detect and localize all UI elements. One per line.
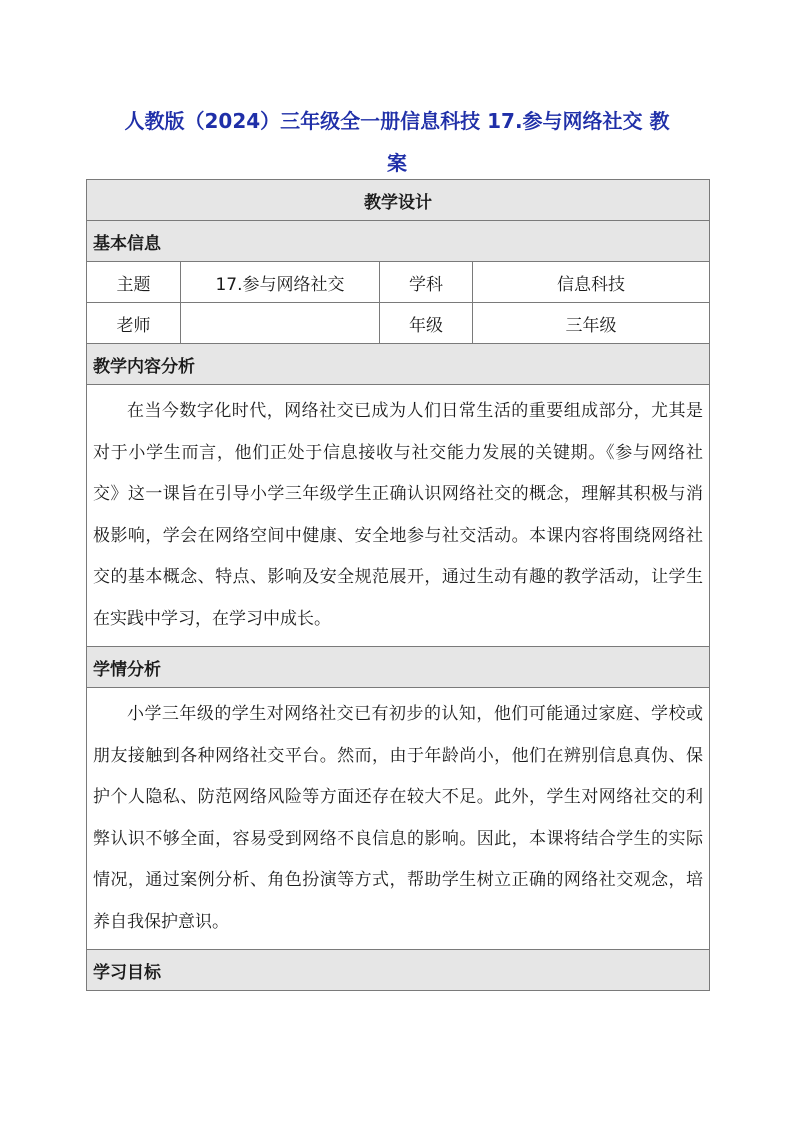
teacher-value xyxy=(181,303,380,344)
topic-value: 17.参与网络社交 xyxy=(181,262,380,303)
topic-label: 主题 xyxy=(87,262,181,303)
document-title-line-2: 案 xyxy=(387,151,407,175)
grade-label: 年级 xyxy=(380,303,473,344)
subject-value: 信息科技 xyxy=(473,262,710,303)
subject-label: 学科 xyxy=(380,262,473,303)
grade-value: 三年级 xyxy=(473,303,710,344)
learner-analysis-text: 小学三年级的学生对网络社交已有初步的认知，他们可能通过家庭、学校或朋友接触到各种网络社交平台。然而，由于年龄尚小，他们在辨别信息真伪、保护个人隐私、防范网络风险等方面还存在较大不足。此外，学生对网络社交的利弊认识不够全面，容易受到网络不良信息的影响。因此，本课将结合学生的实际情况，通过案例分析、角色扮演等方式，帮助学生树立正确的网络社交观念，培养自我保护意识。 xyxy=(87,688,710,950)
section-basic-info: 基本信息 xyxy=(87,221,710,262)
table-header-teaching-design: 教学设计 xyxy=(87,180,710,221)
section-learner-analysis: 学情分析 xyxy=(87,647,710,688)
lesson-plan-table xyxy=(86,179,710,991)
content-analysis-text: 在当今数字化时代，网络社交已成为人们日常生活的重要组成部分，尤其是对于小学生而言，他们正处于信息接收与社交能力发展的关键期。《参与网络社交》这一课旨在引导小学三年级学生正确认识网络社交的概念，理解其积极与消极影响，学会在网络空间中健康、安全地参与社交活动。本课内容将围绕网络社交的基本概念、特点、影响及安全规范展开，通过生动有趣的教学活动，让学生在实践中学习，在学习中成长。 xyxy=(87,385,710,647)
document-title xyxy=(100,100,694,184)
section-content-analysis: 教学内容分析 xyxy=(87,344,710,385)
document-title-line-1: 人教版（2024）三年级全一册信息科技 17.参与网络社交 教 xyxy=(124,109,670,133)
teacher-label: 老师 xyxy=(87,303,181,344)
section-learning-objectives: 学习目标 xyxy=(87,950,710,991)
